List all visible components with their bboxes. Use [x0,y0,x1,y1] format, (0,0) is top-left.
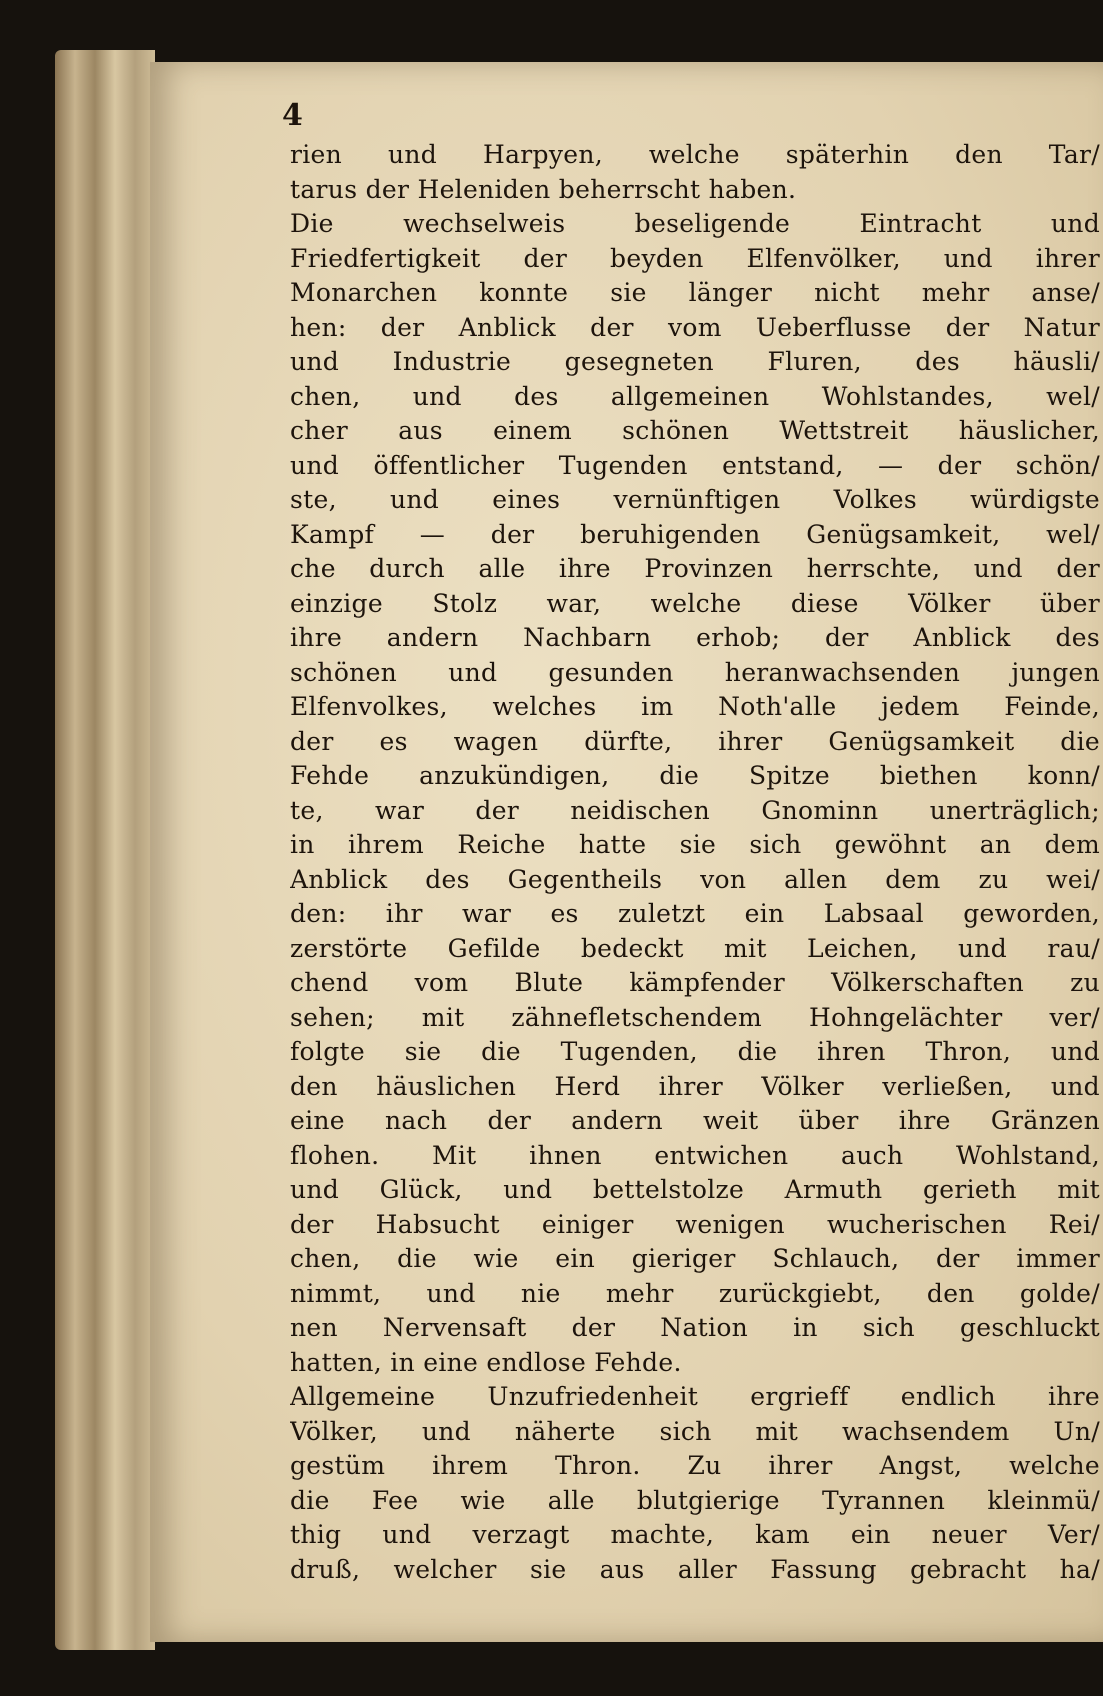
text-line: Elfenvolkes, welches im Noth'alle jedem Feinde, [290,692,1100,721]
text-line: Kampf — der beruhigenden Genügsamkeit, wel/ [290,519,1100,549]
body-text [290,138,1100,1587]
text-line: tarus der Heleniden beherrscht haben. [290,174,797,204]
text-line: der es wagen dürfte, ihrer Genügsamkeit die [290,726,1100,756]
text-line: chend vom Blute kämpfender Völkerschaften zu [290,968,1100,997]
text-line: te, war der neidischen Gnominn unerträglich; [290,795,1100,825]
text-line: che durch alle ihre Provinzen herrschte, und der [290,554,1100,583]
text-line: in ihrem Reiche hatte sie sich gewöhnt an dem [290,830,1100,859]
text-line: eine nach der andern weit über ihre Gränzen [290,1106,1100,1135]
page-number: 4 [282,98,303,133]
text-line: nen Nervensaft der Nation in sich geschluckt [290,1313,1100,1342]
text-line: folgte sie die Tugenden, die ihren Thron, und [290,1037,1100,1066]
text-line: Friedfertigkeit der beyden Elfenvölker, und ihrer [290,243,1100,273]
text-line: Die wechselweis beseligende Eintracht und [290,209,1100,238]
text-line: chen, die wie ein gieriger Schlauch, der immer [290,1244,1100,1273]
text-line: ste, und eines vernünftigen Volkes würdigste [290,485,1100,514]
text-line: gestüm ihrem Thron. Zu ihrer Angst, welche [290,1451,1100,1480]
text-line: der Habsucht einiger wenigen wucherischen Rei/ [290,1209,1100,1239]
text-line: chen, und des allgemeinen Wohlstandes, wel/ [290,381,1100,411]
text-line: einzige Stolz war, welche diese Völker über [290,588,1100,618]
text-line: sehen; mit zähnefletschendem Hohngelächter ver/ [290,1002,1100,1032]
text-line: hen: der Anblick der vom Ueberflusse der Natur [290,312,1100,342]
text-line: die Fee wie alle blutgierige Tyrannen kleinmü/ [290,1485,1100,1515]
text-line: Fehde anzukündigen, die Spitze biethen konn/ [290,761,1100,790]
text-line: schönen und gesunden heranwachsenden jungen [290,657,1100,687]
text-line: den: ihr war es zuletzt ein Labsaal geworden, [290,899,1100,928]
text-line: nimmt, und nie mehr zurückgiebt, den golde/ [290,1278,1100,1308]
text-line: Anblick des Gegentheils von allen dem zu wei/ [290,864,1100,894]
text-line: rien und Harpyen, welche späterhin den Tar/ [290,140,1100,169]
text-line: Allgemeine Unzufriedenheit ergrieff endlich ihre [290,1382,1100,1411]
text-line: den häuslichen Herd ihrer Völker verließen, und [290,1071,1100,1101]
text-line: Völker, und näherte sich mit wachsendem Un/ [290,1416,1100,1446]
text-line: cher aus einem schönen Wettstreit häuslicher, [290,416,1100,445]
text-line: zerstörte Gefilde bedeckt mit Leichen, und rau/ [290,933,1100,963]
text-line: thig und verzagt machte, kam ein neuer Ver/ [290,1520,1100,1549]
text-line: flohen. Mit ihnen entwichen auch Wohlstand, [290,1140,1100,1170]
page-stack-edge [55,50,155,1650]
text-line: druß, welcher sie aus aller Fassung gebracht ha/ [290,1554,1100,1584]
text-line: und Industrie gesegneten Fluren, des häusli/ [290,347,1100,376]
text-line: und öffentlicher Tugenden entstand, — der schön/ [290,450,1100,480]
text-line: und Glück, und bettelstolze Armuth gerieth mit [290,1175,1100,1204]
text-line: ihre andern Nachbarn erhob; der Anblick des [290,623,1100,652]
text-line: Monarchen konnte sie länger nicht mehr anse/ [290,278,1100,307]
text-line: hatten, in eine endlose Fehde. [290,1347,682,1377]
